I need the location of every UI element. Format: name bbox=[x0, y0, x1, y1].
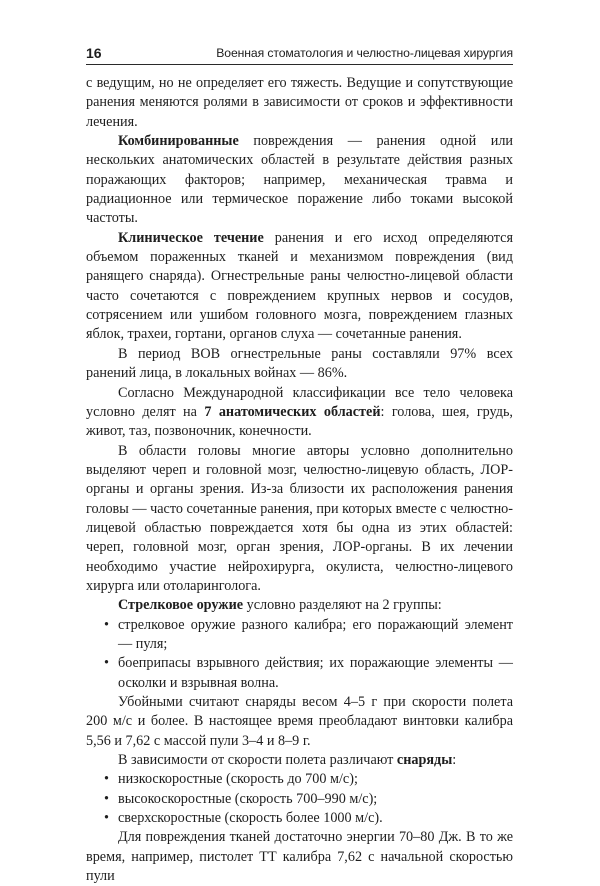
list-item: • высокоскоростные (скорость 700–990 м/с); bbox=[86, 790, 513, 809]
paragraph-wwii-stats: В период ВОВ огнестрельные раны составляли 97% всех ранений лица, в локальных войнах — 86%. bbox=[86, 345, 513, 382]
bullet-icon: • bbox=[104, 810, 109, 827]
bullet-icon: • bbox=[104, 616, 109, 633]
paragraph-energy: Для повреждения тканей достаточно энергии 70–80 Дж. В то же время, например, пистолет ТТ калибра 7,62 с начальной скоростью пули bbox=[86, 829, 513, 885]
term-projectiles: снаряды bbox=[396, 752, 453, 769]
paragraph-projectile-speeds: В зависимости от скорости полета различают снаряды: bbox=[118, 752, 457, 769]
body-text bbox=[86, 74, 513, 886]
paragraph-small-arms: Стрелковое оружие условно разделяют на 2 группы: bbox=[118, 597, 442, 614]
list-item: • боеприпасы взрывного действия; их поражающие элементы — осколки и взрывная волна. bbox=[104, 655, 513, 691]
bullet-icon: • bbox=[104, 655, 109, 672]
term-anatomical-regions: 7 анатомических областей bbox=[204, 403, 381, 420]
paragraph-lethal-projectiles: Убойными считают снаряды весом 4–5 г при скорости полета 200 м/с и более. В настоящее время преобладают винтовки калибра 5,56 и 7,62 с массой пули 3–4 и 8–9 г. bbox=[86, 694, 513, 749]
list-item: • низкоскоростные (скорость до 700 м/с); bbox=[86, 770, 513, 789]
list-item: • стрелковое оружие разного калибра; его поражающий элемент — пуля; bbox=[104, 616, 513, 652]
paragraph-combined-injuries: Комбинированные повреждения — ранения одной или нескольких анатомических областей в результате действия разных поражающих факторов; например, механическая травма и радиационное или термическое поражение либо токами высокой частоты. bbox=[86, 133, 513, 227]
paragraph-head-region: В области головы многие авторы условно дополнительно выделяют череп и головной мозг, челюстно-лицевую область, ЛОР-органы и органы зрения. Из-за близости их расположения ранения головы — часто сочетанные ранения, при которых вместе с челюстно-лицевой областью повреждается хотя бы одна из этих областей: череп, головной мозг, орган зрения, ЛОР-органы. В их лечении необходимо участие нейрохирурга, окулиста, челюстно-лицевого хирурга или отоларинголога. bbox=[86, 442, 513, 594]
term-small-arms: Стрелковое оружие bbox=[118, 597, 244, 614]
paragraph-clinical-course: Клиническое течение ранения и его исход определяются объемом пораженных тканей и механизмом повреждения (вид ранящего снаряда). Огнестрельные раны челюстно-лицевой области часто сочетаются с повреждением крупных нервов и сосудов, сотрясением или ушибом головного мозга, повреждением глазных яблок, трахеи, гортани, органов слуха — сочетанные ранения. bbox=[86, 229, 513, 343]
running-title: Военная стоматология и челюстно-лицевая хирургия bbox=[216, 46, 513, 60]
paragraph-1: с ведущим, но не определяет его тяжесть. Ведущие и сопутствующие ранения меняются ролями в зависимости от сроков и эффективности лечения. bbox=[86, 75, 513, 130]
term-combined: Комбинированные bbox=[118, 133, 239, 150]
term-clinical-course: Клиническое течение bbox=[118, 229, 264, 246]
page-number: 16 bbox=[86, 45, 102, 61]
bullet-icon: • bbox=[104, 771, 109, 788]
list-item: • сверхскоростные (скорость более 1000 м/с). bbox=[86, 809, 513, 828]
bullet-icon: • bbox=[104, 790, 109, 807]
paragraph-classification: Согласно Международной классификации все тело человека условно делят на 7 анатомических областей: голова, шея, грудь, живот, таз, позвоночник, конечности. bbox=[86, 384, 513, 440]
page-header bbox=[86, 42, 513, 65]
